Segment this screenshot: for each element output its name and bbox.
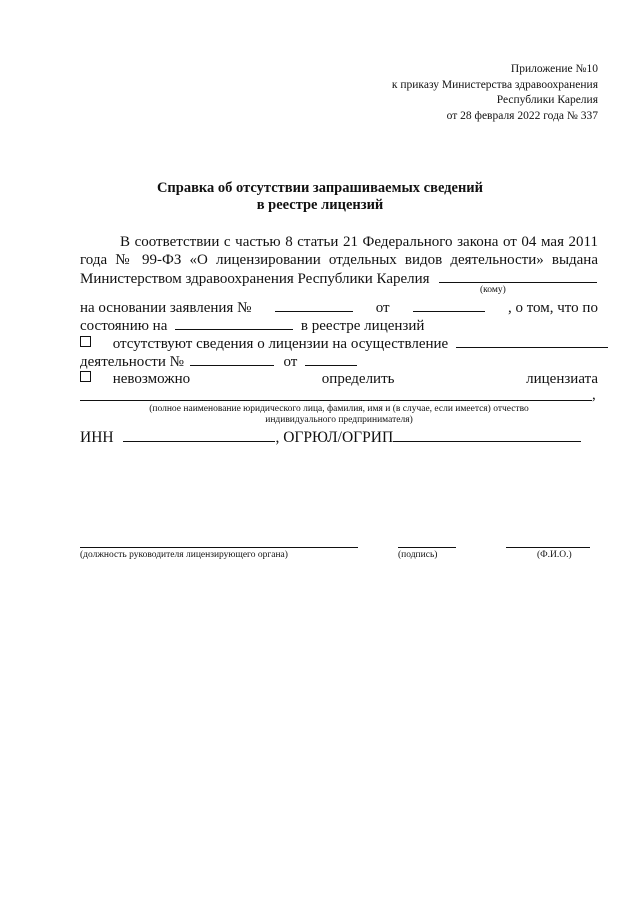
position-caption: (должность руководителя лицензирующего органа) <box>80 550 288 560</box>
signature-line[interactable] <box>398 547 456 548</box>
recipient-blank[interactable] <box>439 269 597 283</box>
name-signature-line[interactable] <box>506 547 590 548</box>
licensee-caption-line-1: (полное наименование юридического лица, фамилия, имя и (в случае, если имеется) отчество <box>149 404 529 414</box>
inn-label: ИНН <box>80 429 114 446</box>
undetermined-word-1: невозможно <box>112 371 191 387</box>
state-registry-text: в реестре лицензий <box>300 318 425 334</box>
paragraph-line-1: В соответствии с частью 8 статьи 21 Федерального закона от 04 мая 2011 <box>120 234 598 250</box>
signature-caption: (подпись) <box>398 550 438 560</box>
title-line-1: Справка об отсутствии запрашиваемых сведений <box>156 180 484 196</box>
state-date-blank[interactable] <box>175 316 293 330</box>
license-number-blank[interactable] <box>190 352 274 366</box>
activity-from-label: от <box>283 354 298 370</box>
application-number-blank[interactable] <box>275 298 353 312</box>
no-info-checkbox[interactable] <box>80 336 91 347</box>
licensee-caption-line-2: индивидуального предпринимателя) <box>265 415 413 425</box>
activity-line <box>80 352 598 371</box>
licensee-comma: , <box>592 387 596 403</box>
paragraph-line-2: года № 99-ФЗ «О лицензировании отдельных видов деятельности» выдана <box>80 252 598 268</box>
ogrn-blank[interactable] <box>393 428 581 442</box>
paragraph-line-3 <box>80 269 598 288</box>
undetermined-word-2: определить <box>321 371 395 387</box>
license-date-blank[interactable] <box>305 352 357 366</box>
appendix-date: от 28 февраля 2022 года № 337 <box>446 109 598 122</box>
basis-line <box>80 298 598 317</box>
application-date-blank[interactable] <box>413 298 485 312</box>
state-label: состоянию на <box>80 318 168 334</box>
appendix-number: Приложение №10 <box>510 63 598 75</box>
inn-blank[interactable] <box>123 428 275 442</box>
document-title <box>0 180 640 214</box>
option-no-info-line <box>80 334 598 353</box>
no-info-text: отсутствуют сведения о лицензии на осуществление <box>112 336 449 352</box>
activity-number-label: деятельности № <box>80 354 184 370</box>
undetermined-word-3: лицензиата <box>526 371 598 387</box>
issued-by-text: Министерством здравоохранения Республики Карелия <box>80 271 430 287</box>
appendix-republic: Республики Карелия <box>496 94 598 106</box>
position-signature-line[interactable] <box>80 547 358 548</box>
licensee-caption <box>80 404 598 426</box>
inn-line <box>80 428 598 447</box>
activity-type-blank[interactable] <box>456 334 608 348</box>
option-undetermined-line <box>80 370 598 388</box>
basis-from-label: от <box>375 300 390 316</box>
state-line <box>80 316 598 335</box>
to-whom-caption: (кому) <box>480 285 506 295</box>
licensee-name-blank[interactable] <box>80 400 592 401</box>
basis-tail: , о том, что по <box>507 300 598 316</box>
title-line-2: в реестре лицензий <box>256 197 384 213</box>
undetermined-checkbox[interactable] <box>80 371 91 382</box>
appendix-block <box>392 62 598 124</box>
appendix-order: к приказу Министерства здравоохранения <box>391 78 598 91</box>
undetermined-checkbox-group <box>80 370 190 388</box>
basis-label: на основании заявления № <box>80 300 252 316</box>
name-caption: (Ф.И.О.) <box>537 550 572 560</box>
ogrn-label: , ОГРЮЛ/ОГРИП <box>275 429 394 446</box>
